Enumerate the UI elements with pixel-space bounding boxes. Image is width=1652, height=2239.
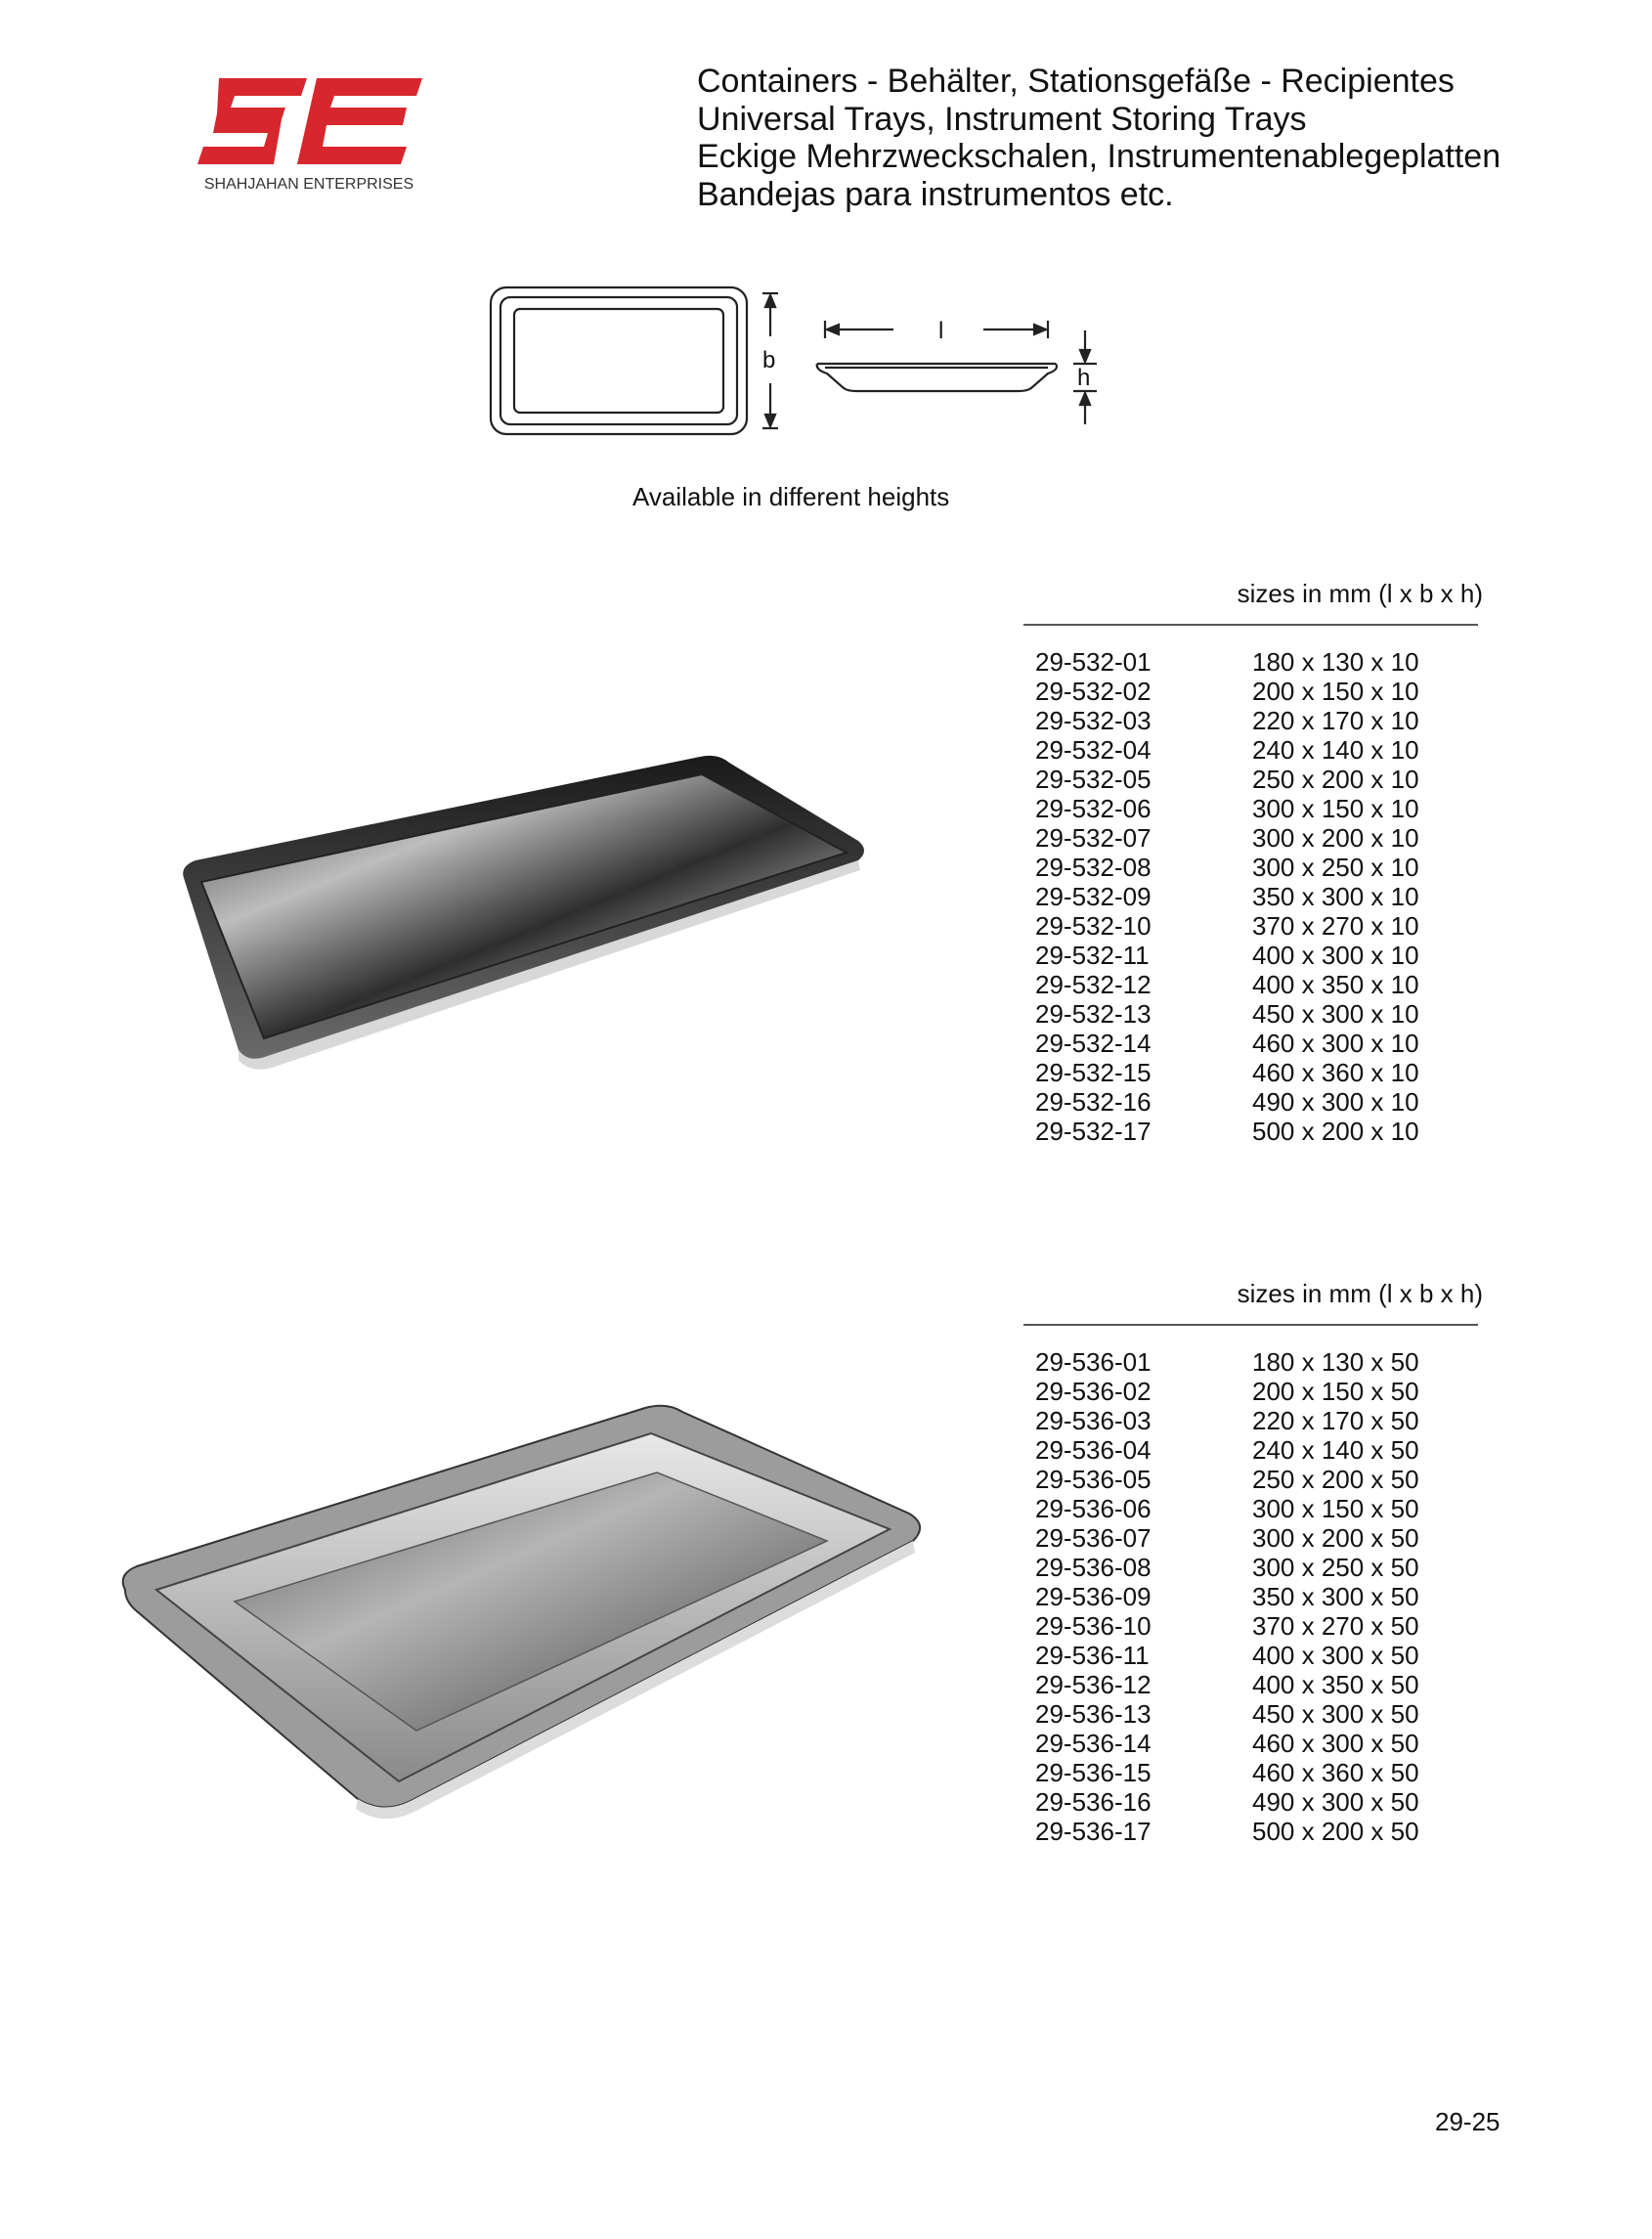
label-l: l bbox=[938, 318, 944, 344]
item-size: 450 x 300 x 50 bbox=[1252, 1699, 1419, 1729]
table-row bbox=[1035, 1670, 1448, 1699]
table-row bbox=[1035, 1029, 1448, 1058]
table-row bbox=[1035, 1582, 1448, 1611]
item-code: 29-536-06 bbox=[1035, 1494, 1152, 1523]
item-size: 300 x 250 x 10 bbox=[1252, 853, 1419, 882]
item-size: 300 x 250 x 50 bbox=[1252, 1553, 1419, 1582]
item-size: 450 x 300 x 10 bbox=[1252, 999, 1419, 1029]
item-code: 29-536-14 bbox=[1035, 1729, 1152, 1758]
table-row bbox=[1035, 882, 1448, 911]
item-size: 370 x 270 x 50 bbox=[1252, 1611, 1419, 1641]
page-header bbox=[697, 63, 1500, 213]
item-code: 29-536-09 bbox=[1035, 1582, 1152, 1611]
item-size: 400 x 350 x 50 bbox=[1252, 1670, 1419, 1699]
table-row bbox=[1035, 1087, 1448, 1117]
item-size: 350 x 300 x 50 bbox=[1252, 1582, 1419, 1611]
table-row bbox=[1035, 823, 1448, 853]
item-size: 500 x 200 x 10 bbox=[1252, 1117, 1419, 1146]
table-row bbox=[1035, 1553, 1448, 1582]
item-code: 29-536-02 bbox=[1035, 1377, 1152, 1406]
tray-top-view-rim bbox=[500, 297, 737, 424]
item-code: 29-536-13 bbox=[1035, 1699, 1152, 1729]
page-number: 29-25 bbox=[1435, 2107, 1500, 2136]
item-code: 29-536-12 bbox=[1035, 1670, 1152, 1699]
item-code: 29-536-04 bbox=[1035, 1435, 1152, 1465]
deep-tray-image bbox=[117, 1398, 938, 1819]
item-size: 400 x 300 x 10 bbox=[1252, 941, 1419, 970]
table-row bbox=[1035, 1406, 1448, 1435]
table-row bbox=[1035, 1377, 1448, 1406]
item-size: 490 x 300 x 50 bbox=[1252, 1787, 1419, 1817]
company-name: SHAHJAHAN ENTERPRISES bbox=[203, 176, 414, 193]
tray-top-view-inner bbox=[514, 309, 723, 413]
item-code: 29-532-08 bbox=[1035, 853, 1152, 882]
table-row bbox=[1035, 1058, 1448, 1087]
table-row bbox=[1035, 794, 1448, 823]
item-code: 29-532-05 bbox=[1035, 765, 1152, 794]
table-divider bbox=[1023, 624, 1478, 626]
size-table-title: sizes in mm (l x b x h) bbox=[1237, 579, 1483, 608]
item-size: 250 x 200 x 10 bbox=[1252, 765, 1419, 794]
table-row bbox=[1035, 647, 1448, 677]
item-code: 29-532-13 bbox=[1035, 999, 1152, 1029]
table-row bbox=[1035, 1347, 1448, 1377]
size-table-deep bbox=[1023, 1279, 1483, 1846]
item-code: 29-536-17 bbox=[1035, 1817, 1152, 1846]
item-size: 400 x 350 x 10 bbox=[1252, 970, 1419, 999]
table-row bbox=[1035, 735, 1448, 765]
item-code: 29-532-16 bbox=[1035, 1087, 1152, 1117]
table-row bbox=[1035, 911, 1448, 941]
label-h: h bbox=[1077, 365, 1091, 391]
item-code: 29-532-06 bbox=[1035, 794, 1152, 823]
item-size: 250 x 200 x 50 bbox=[1252, 1465, 1419, 1494]
table-row bbox=[1035, 1729, 1448, 1758]
header-line-1: Containers - Behälter, Stationsgefäße - Recipientes bbox=[697, 63, 1455, 100]
table-row bbox=[1035, 677, 1448, 706]
item-code: 29-536-05 bbox=[1035, 1465, 1152, 1494]
item-code: 29-532-01 bbox=[1035, 647, 1152, 677]
item-size: 180 x 130 x 10 bbox=[1252, 647, 1419, 677]
item-code: 29-532-17 bbox=[1035, 1117, 1152, 1146]
item-size: 370 x 270 x 10 bbox=[1252, 911, 1419, 941]
table-divider bbox=[1023, 1324, 1478, 1326]
table-row bbox=[1035, 1465, 1448, 1494]
size-table-title: sizes in mm (l x b x h) bbox=[1237, 1279, 1483, 1308]
item-size: 300 x 150 x 50 bbox=[1252, 1494, 1419, 1523]
item-code: 29-536-03 bbox=[1035, 1406, 1152, 1435]
item-size: 350 x 300 x 10 bbox=[1252, 882, 1419, 911]
item-size: 220 x 170 x 50 bbox=[1252, 1406, 1419, 1435]
dimension-diagram bbox=[485, 282, 1120, 448]
table-row bbox=[1035, 1523, 1448, 1553]
item-code: 29-536-08 bbox=[1035, 1553, 1152, 1582]
item-size: 200 x 150 x 10 bbox=[1252, 677, 1419, 706]
item-code: 29-532-14 bbox=[1035, 1029, 1152, 1058]
table-row bbox=[1035, 853, 1448, 882]
table-row bbox=[1035, 765, 1448, 794]
table-row bbox=[1035, 941, 1448, 970]
item-code: 29-532-07 bbox=[1035, 823, 1152, 853]
item-size: 490 x 300 x 10 bbox=[1252, 1087, 1419, 1117]
size-table-flat bbox=[1023, 579, 1483, 1146]
table-row bbox=[1035, 1758, 1448, 1787]
item-size: 180 x 130 x 50 bbox=[1252, 1347, 1419, 1377]
item-code: 29-536-15 bbox=[1035, 1758, 1152, 1787]
item-size: 460 x 360 x 50 bbox=[1252, 1758, 1419, 1787]
table-row bbox=[1035, 1435, 1448, 1465]
item-code: 29-536-01 bbox=[1035, 1347, 1152, 1377]
table-row bbox=[1035, 706, 1448, 735]
table-row bbox=[1035, 1611, 1448, 1641]
item-size: 460 x 300 x 50 bbox=[1252, 1729, 1419, 1758]
item-size: 460 x 300 x 10 bbox=[1252, 1029, 1419, 1058]
table-row bbox=[1035, 1641, 1448, 1670]
item-size: 460 x 360 x 10 bbox=[1252, 1058, 1419, 1087]
se-logo-mark bbox=[192, 70, 426, 178]
item-size: 400 x 300 x 50 bbox=[1252, 1641, 1419, 1670]
header-line-4: Bandejas para instrumentos etc. bbox=[697, 175, 1174, 213]
table-row bbox=[1035, 1817, 1448, 1846]
header-line-2: Universal Trays, Instrument Storing Trays bbox=[697, 100, 1307, 138]
size-list bbox=[1035, 1347, 1448, 1846]
table-row bbox=[1035, 1117, 1448, 1146]
item-size: 220 x 170 x 10 bbox=[1252, 706, 1419, 735]
item-code: 29-532-11 bbox=[1035, 941, 1150, 970]
item-size: 300 x 150 x 10 bbox=[1252, 794, 1419, 823]
table-row bbox=[1035, 1699, 1448, 1729]
item-code: 29-532-02 bbox=[1035, 677, 1152, 706]
label-b: b bbox=[762, 347, 776, 373]
header-line-3: Eckige Mehrzweckschalen, Instrumentenablegeplatten bbox=[697, 138, 1501, 175]
table-row bbox=[1035, 970, 1448, 999]
item-size: 240 x 140 x 50 bbox=[1252, 1435, 1419, 1465]
item-size: 300 x 200 x 50 bbox=[1252, 1523, 1419, 1553]
size-list bbox=[1035, 647, 1448, 1146]
item-size: 240 x 140 x 10 bbox=[1252, 735, 1419, 765]
flat-tray-image bbox=[174, 751, 888, 1083]
item-code: 29-532-04 bbox=[1035, 735, 1152, 765]
table-row bbox=[1035, 1494, 1448, 1523]
item-code: 29-532-10 bbox=[1035, 911, 1152, 941]
item-code: 29-532-12 bbox=[1035, 970, 1152, 999]
availability-note: Available in different heights bbox=[632, 482, 950, 511]
item-size: 200 x 150 x 50 bbox=[1252, 1377, 1419, 1406]
item-code: 29-536-16 bbox=[1035, 1787, 1152, 1817]
item-code: 29-536-07 bbox=[1035, 1523, 1152, 1553]
item-code: 29-532-15 bbox=[1035, 1058, 1152, 1087]
table-row bbox=[1035, 1787, 1448, 1817]
item-code: 29-536-11 bbox=[1035, 1641, 1150, 1670]
item-code: 29-532-09 bbox=[1035, 882, 1152, 911]
item-size: 300 x 200 x 10 bbox=[1252, 823, 1419, 853]
item-code: 29-532-03 bbox=[1035, 706, 1152, 735]
table-row bbox=[1035, 999, 1448, 1029]
item-code: 29-536-10 bbox=[1035, 1611, 1152, 1641]
item-size: 500 x 200 x 50 bbox=[1252, 1817, 1419, 1846]
